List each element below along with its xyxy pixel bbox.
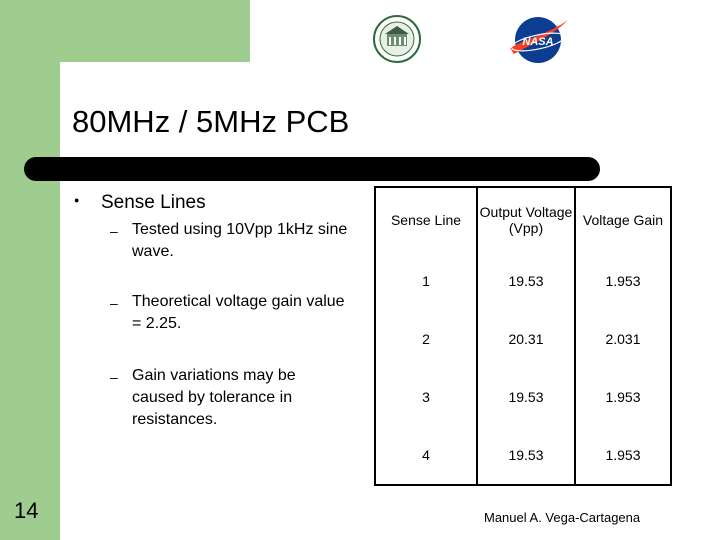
footer-author: Manuel A. Vega-Cartagena: [484, 510, 641, 525]
cell-sense-line: 2: [375, 310, 477, 368]
cell-voltage-gain: 1.953: [575, 426, 671, 485]
table-header-row: [375, 187, 671, 252]
cell-sense-line: 3: [375, 368, 477, 426]
dash-icon: –: [110, 223, 118, 239]
left-accent-band: [0, 0, 60, 540]
top-accent-band: [0, 0, 250, 62]
title-underline-bar: [24, 157, 600, 181]
cell-output-voltage: 19.53: [477, 368, 575, 426]
cell-voltage-gain: 2.031: [575, 310, 671, 368]
cell-voltage-gain: 1.953: [575, 368, 671, 426]
cell-sense-line: 1: [375, 252, 477, 310]
sense-line-table: [374, 186, 672, 486]
sub-bullet-theoretical-gain: Theoretical voltage gain value = 2.25.: [132, 293, 345, 332]
university-seal-icon: [372, 14, 422, 64]
sub-bullet-test-signal: Tested using 10Vpp 1kHz sine wave.: [132, 221, 348, 260]
header-voltage-gain: Voltage Gain: [575, 187, 671, 252]
bullet-dot-icon: ●: [74, 195, 80, 205]
dash-icon: –: [110, 369, 118, 385]
sub-bullet-gain-variations: Gain variations may be caused by tolerance in resistances.: [132, 367, 296, 428]
cell-sense-line: 4: [375, 426, 477, 485]
svg-text:NASA: NASA: [522, 36, 554, 48]
cell-voltage-gain: 1.953: [575, 252, 671, 310]
slide-title: 80MHz / 5MHz PCB: [72, 104, 350, 139]
header-sense-line: Sense Line: [375, 187, 477, 252]
table-row: [375, 426, 671, 485]
table-row: [375, 310, 671, 368]
dash-icon: –: [110, 295, 118, 311]
page-number: 14: [14, 498, 39, 523]
cell-output-voltage: 19.53: [477, 252, 575, 310]
table-row: [375, 368, 671, 426]
bullet-sense-lines: Sense Lines: [101, 192, 206, 213]
nasa-logo-icon: [508, 14, 570, 66]
header-output-voltage: Output Voltage (Vpp): [477, 187, 575, 252]
cell-output-voltage: 19.53: [477, 426, 575, 485]
cell-output-voltage: 20.31: [477, 310, 575, 368]
table-row: [375, 252, 671, 310]
